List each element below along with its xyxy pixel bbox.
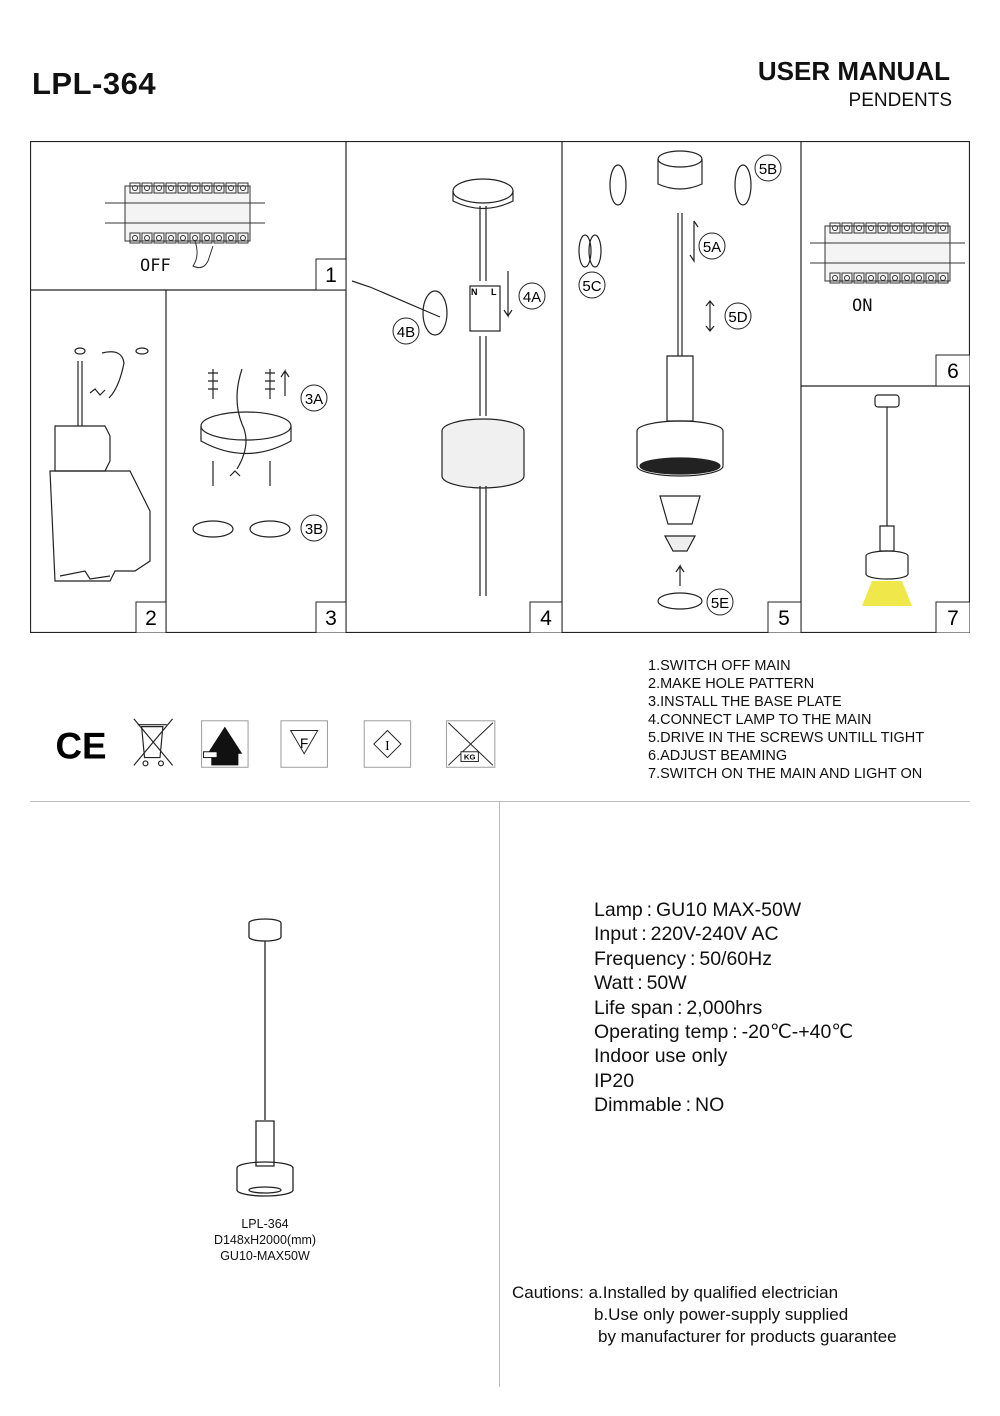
step-1: 1.SWITCH OFF MAIN [648, 658, 791, 674]
class-i-icon [364, 721, 410, 767]
panel-1-breaker-off [105, 183, 265, 268]
callout-3a [301, 385, 327, 411]
cautions-prefix: Cautions: [512, 1283, 584, 1302]
product-caption [180, 1216, 350, 1264]
weight-limit-icon [446, 721, 494, 767]
caption-lamp: GU10-MAX50W [220, 1249, 310, 1263]
callout-5c [579, 272, 605, 298]
indoor-use-icon [202, 721, 248, 767]
spec-watt: Watt : 50W [594, 972, 687, 995]
cautions [512, 1282, 897, 1348]
weee-bin-icon [134, 719, 173, 766]
ce-icon: CE [55, 725, 107, 767]
callout-5b [755, 155, 781, 181]
svg-text:4A: 4A [522, 289, 542, 306]
callout-5d [725, 303, 751, 329]
caution-b-cont: by manufacturer for products guarantee [598, 1327, 897, 1346]
model-number: LPL-364 [32, 66, 157, 101]
step-number-5: 5 [778, 607, 790, 630]
specifications [594, 898, 853, 1118]
step-7: 7.SWITCH ON THE MAIN AND LIGHT ON [648, 766, 923, 782]
step-number-3: 3 [325, 607, 337, 630]
step-number-2: 2 [145, 607, 157, 630]
svg-text:3A: 3A [304, 391, 324, 408]
caution-a: a.Installed by qualified electrician [588, 1283, 839, 1302]
svg-text:5B: 5B [758, 161, 778, 178]
step-number-4: 4 [540, 607, 552, 630]
callout-3b [301, 515, 327, 541]
step-2: 2.MAKE HOLE PATTERN [648, 676, 815, 692]
step-6: 6.ADJUST BEAMING [648, 748, 788, 764]
svg-text:5A: 5A [702, 239, 722, 256]
f-mark-icon [281, 721, 327, 767]
panel-4-connect-lamp [352, 179, 524, 596]
spec-operating-temp: Operating temp : -20℃-+40℃ [594, 1021, 854, 1044]
spec-indoor: Indoor use only [594, 1045, 728, 1068]
svg-text:F: F [300, 735, 309, 751]
step-4: 4.CONNECT LAMP TO THE MAIN [648, 712, 872, 728]
document-title: USER MANUAL [757, 56, 950, 86]
svg-text:4B: 4B [396, 324, 416, 341]
panel-1-off-label: OFF [140, 256, 171, 276]
panel-6-on-label: ON [852, 296, 873, 316]
callout-4b [393, 318, 419, 344]
step-3: 3.INSTALL THE BASE PLATE [648, 694, 842, 710]
step-number-7: 7 [947, 607, 959, 630]
spec-input: Input : 220V-240V AC [594, 923, 779, 946]
callout-4a [519, 283, 545, 309]
svg-text:I: I [385, 737, 390, 753]
column-divider [499, 802, 500, 1387]
instruction-steps [648, 657, 924, 783]
svg-text:3B: 3B [304, 521, 324, 538]
callout-5e [707, 589, 733, 615]
panel-5-lamp-assembly [579, 151, 751, 609]
svg-text:5C: 5C [582, 278, 602, 295]
step-5: 5.DRIVE IN THE SCREWS UNTILL TIGHT [648, 730, 925, 746]
terminal-n-label: N [471, 287, 478, 297]
svg-text:5D: 5D [728, 309, 748, 326]
spec-life-span: Life span : 2,000hrs [594, 996, 763, 1019]
svg-text:KG: KG [463, 752, 476, 762]
panel-2-drill [50, 348, 150, 581]
caution-b: b.Use only power-supply supplied [594, 1305, 849, 1324]
step-number-6: 6 [947, 360, 959, 383]
panel-7-light-on [862, 395, 912, 606]
spec-frequency: Frequency : 50/60Hz [594, 947, 772, 970]
caption-model: LPL-364 [241, 1217, 289, 1231]
document-subtitle: PENDENTS [848, 90, 952, 111]
terminal-l-label: L [491, 287, 497, 297]
caption-dimensions: D148xH2000(mm) [213, 1233, 317, 1247]
svg-text:5E: 5E [710, 595, 730, 612]
product-drawing [225, 915, 305, 1205]
step-number-1: 1 [325, 264, 337, 287]
spec-lamp: Lamp : GU10 MAX-50W [594, 899, 802, 921]
certification-icons [45, 715, 515, 775]
installation-diagram [30, 141, 970, 633]
panel-3-base-plate [193, 369, 291, 537]
panel-6-breaker-on [810, 223, 965, 283]
spec-dimmable: Dimmable : NO [594, 1094, 725, 1117]
spec-ip-rating: IP20 [594, 1069, 635, 1092]
section-divider [30, 801, 970, 802]
callout-5a [699, 233, 725, 259]
